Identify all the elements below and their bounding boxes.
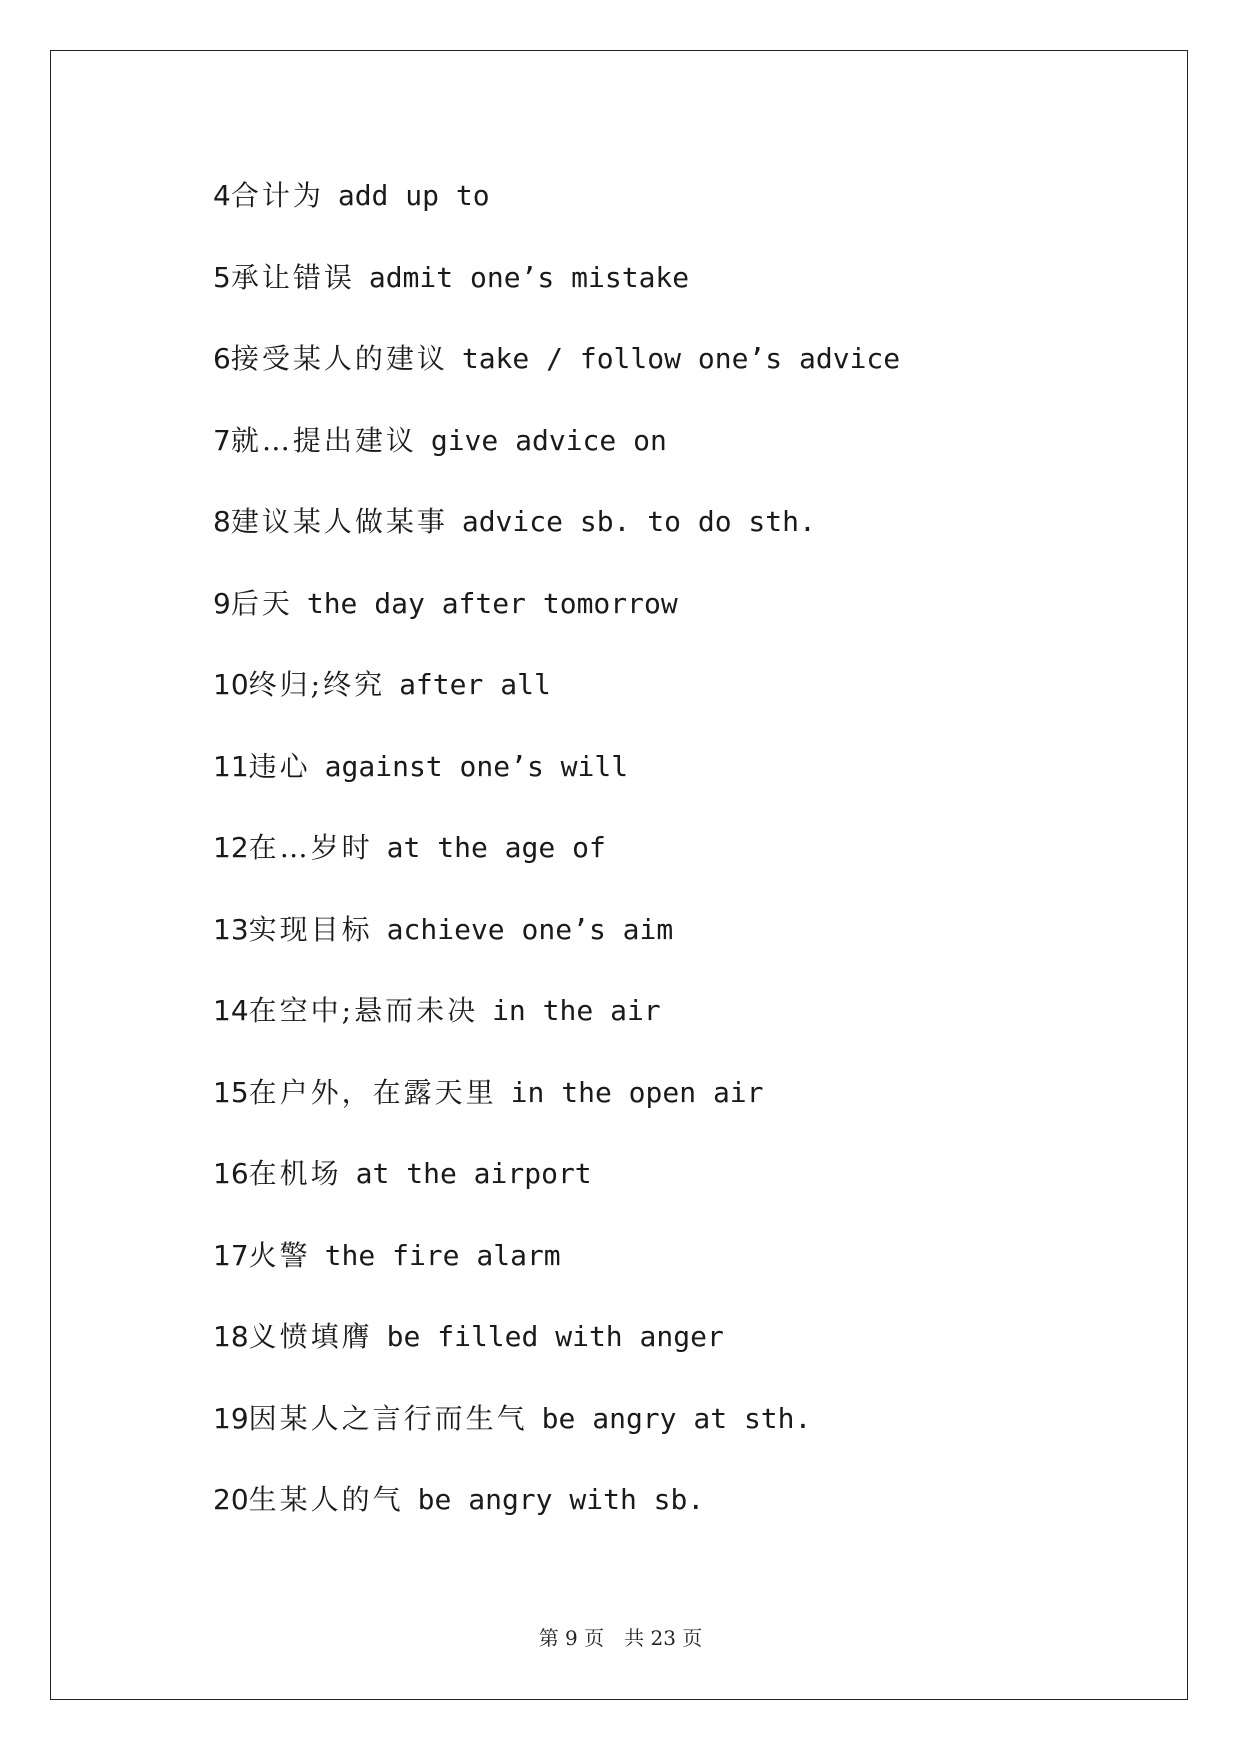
page-footer <box>0 1622 1241 1651</box>
list-item <box>213 1393 900 1475</box>
entry-chinese: 就…提出建议 <box>230 423 417 457</box>
entry-chinese: 违心 <box>248 749 311 783</box>
entry-number: 13 <box>213 912 249 946</box>
entry-chinese: 在空中;悬而未决 <box>248 994 479 1027</box>
list-item <box>213 1148 900 1230</box>
entry-number: 16 <box>213 1157 249 1190</box>
entry-english: be filled with anger <box>386 1320 724 1353</box>
entry-chinese: 生某人的气 <box>248 1483 404 1516</box>
entry-english: after all <box>399 668 551 701</box>
entry-number: 20 <box>213 1483 249 1516</box>
entry-number: 9 <box>213 586 231 620</box>
entry-number: 15 <box>213 1075 249 1109</box>
entry-number: 12 <box>213 831 249 864</box>
entry-english: the day after tomorrow <box>306 586 678 620</box>
entry-number: 17 <box>213 1238 249 1272</box>
entry-number: 11 <box>213 749 249 783</box>
list-item <box>213 659 900 741</box>
list-item <box>213 333 900 415</box>
entry-number: 7 <box>213 423 231 457</box>
entry-chinese: 义愤填膺 <box>248 1320 373 1353</box>
entry-chinese: 后天 <box>230 586 293 620</box>
entry-english: admit one’s mistake <box>368 260 690 294</box>
entry-chinese: 合计为 <box>230 179 324 212</box>
entry-english: take / follow one’s advice <box>461 342 901 375</box>
list-item <box>213 822 900 904</box>
entry-chinese: 因某人之言行而生气 <box>248 1401 528 1435</box>
entry-number: 6 <box>213 342 231 375</box>
entry-number: 10 <box>213 668 249 701</box>
entry-chinese: 建议某人做某事 <box>230 505 448 538</box>
list-item <box>213 496 900 578</box>
list-item <box>213 1230 900 1312</box>
entry-english: add up to <box>337 179 490 212</box>
entry-number: 5 <box>213 260 231 294</box>
entry-english: at the age of <box>386 831 606 864</box>
list-item <box>213 985 900 1067</box>
entry-english: at the airport <box>355 1157 592 1190</box>
entry-number: 18 <box>213 1320 249 1353</box>
list-item <box>213 741 900 823</box>
entry-english: be angry with sb. <box>417 1483 705 1516</box>
entry-english: the fire alarm <box>324 1238 561 1272</box>
entry-chinese: 在机场 <box>248 1157 342 1190</box>
entry-english: in the open air <box>510 1075 764 1109</box>
entry-chinese: 承让错误 <box>230 260 355 294</box>
page-total: 共 23 页 <box>624 1626 703 1650</box>
entry-chinese: 火警 <box>248 1238 311 1272</box>
entry-number: 14 <box>213 994 249 1027</box>
list-item <box>213 1311 900 1393</box>
list-item <box>213 252 900 334</box>
entry-english: in the air <box>492 994 661 1027</box>
entry-english: be angry at sth. <box>541 1401 812 1435</box>
entry-chinese: 终归;终究 <box>248 668 386 701</box>
entry-chinese: 在户外，在露天里 <box>248 1075 497 1109</box>
phrase-list <box>213 170 900 1556</box>
list-item <box>213 415 900 497</box>
entry-english: against one’s will <box>324 749 629 783</box>
entry-number: 4 <box>213 179 231 212</box>
list-item <box>213 578 900 660</box>
entry-english: advice sb. to do sth. <box>461 505 816 538</box>
list-item <box>213 170 900 252</box>
entry-number: 8 <box>213 505 231 538</box>
entry-number: 19 <box>213 1401 249 1435</box>
entry-chinese: 实现目标 <box>248 912 373 946</box>
list-item <box>213 1067 900 1149</box>
entry-chinese: 在…岁时 <box>248 831 373 864</box>
entry-english: give advice on <box>430 423 667 457</box>
entry-chinese: 接受某人的建议 <box>230 342 448 375</box>
list-item <box>213 1474 900 1556</box>
entry-english: achieve one’s aim <box>386 912 674 946</box>
list-item <box>213 904 900 986</box>
page-number: 第 9 页 <box>538 1626 605 1650</box>
